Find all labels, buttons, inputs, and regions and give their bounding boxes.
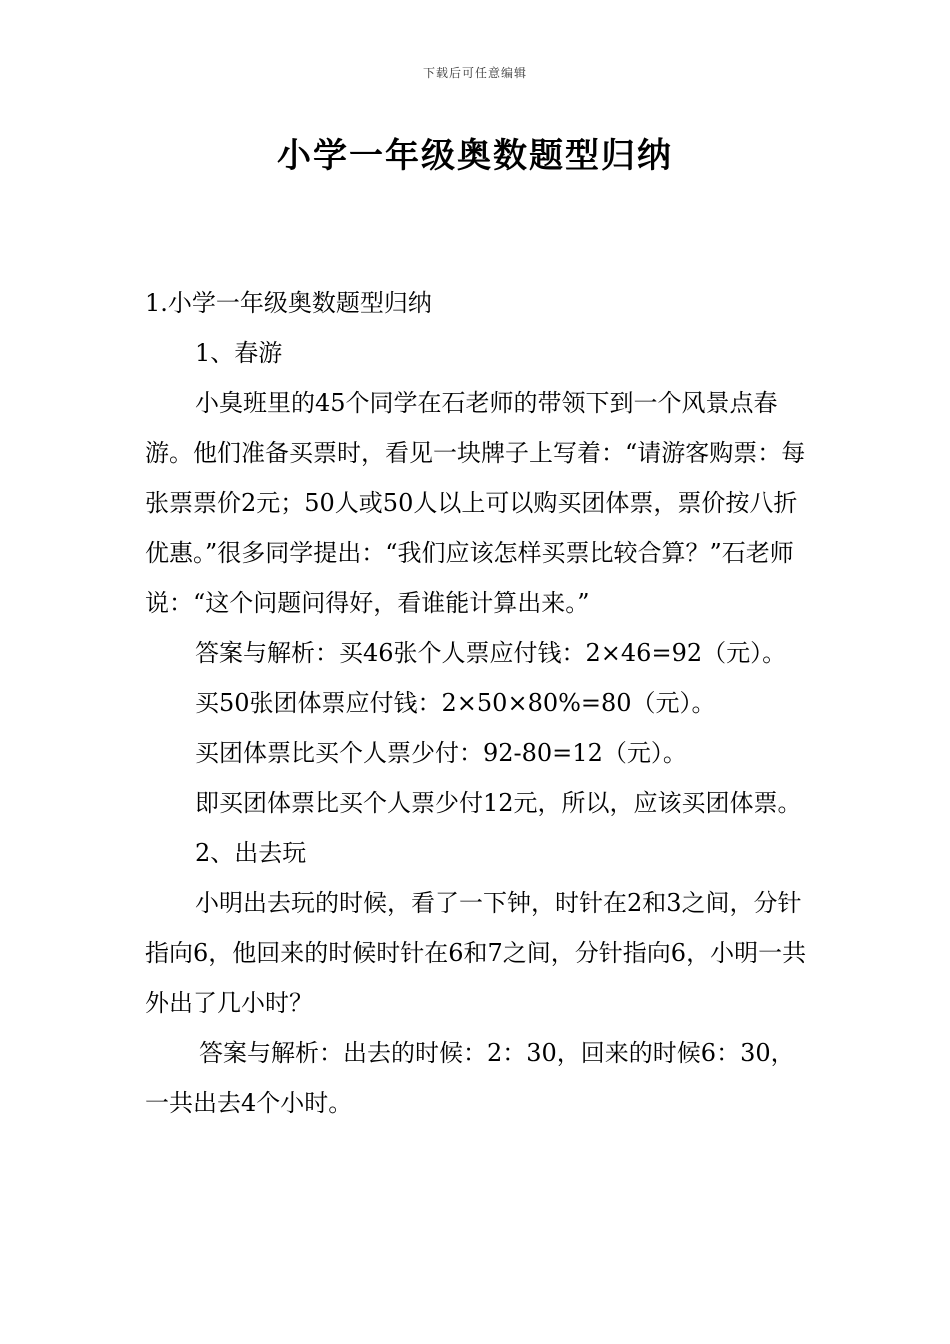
problem1-answer-line4: 即买团体票比买个人票少付12元，所以，应该买团体票。 <box>195 789 802 817</box>
problem1-answer-line3: 买团体票比买个人票少付：92-80=12（元）。 <box>195 739 687 767</box>
problem1-heading: 1、春游 <box>195 339 283 367</box>
problem2-answer: 答案与解析：出去的时候：2：30，回来的时候6：30，一共出去4个小时。 <box>145 1039 795 1117</box>
problem2-question: 小明出去玩的时候，看了一下钟，时针在2和3之间，分针指向6，他回来的时候时针在6和7之间，分针指向6，小明一共外出了几小时？ <box>145 889 807 1017</box>
problem2-heading: 2、出去玩 <box>195 839 307 867</box>
problem1-answer-line1: 答案与解析：买46张个人票应付钱：2×46=92（元）。 <box>195 639 787 667</box>
header-note: 下载后可任意编辑 <box>422 66 527 80</box>
section-heading: 1.小学一年级奥数题型归纳 <box>145 289 432 317</box>
problem1-question: 小臭班里的45个同学在石老师的带领下到一个风景点春游。他们准备买票时，看见一块牌子上写着：“请游客购票：每张票票价2元；50人或50人以上可以购买团体票，票价按八折优惠。”很多同学提出：“我们应该怎样买票比较合算？”石老师说：“这个问题问得好，看谁能计算出来。” <box>145 389 806 617</box>
problem1-answer-line2: 买50张团体票应付钱：2×50×80%=80（元）。 <box>195 689 716 717</box>
document-body <box>145 278 817 1128</box>
page-title: 小学一年级奥数题型归纳 <box>277 136 673 176</box>
